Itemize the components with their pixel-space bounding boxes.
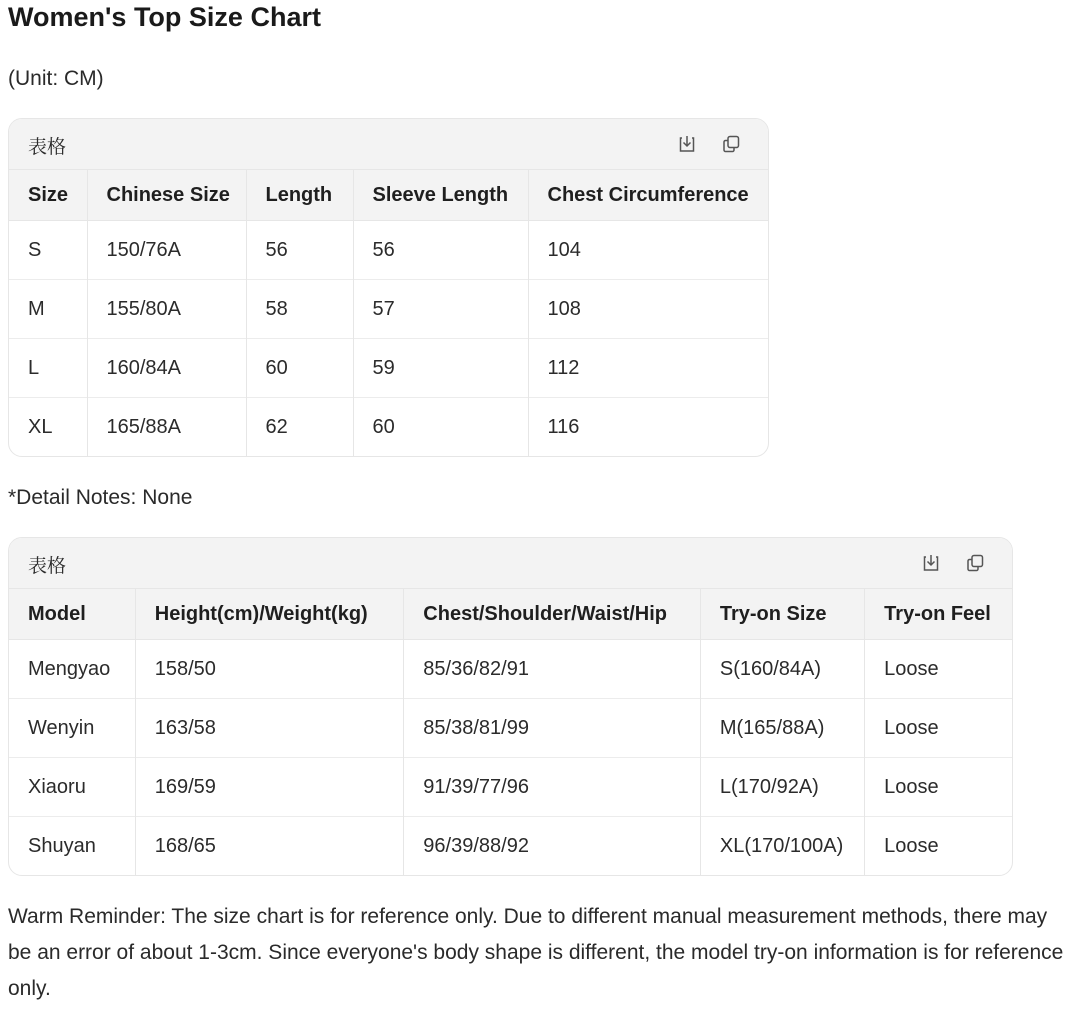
table-cell: Wenyin [9,699,135,758]
table-row [9,280,768,339]
table-row [9,817,1012,876]
column-header: Chest Circumference [528,170,768,221]
table-cell: L(170/92A) [700,758,864,817]
download-icon[interactable] [676,133,698,155]
table-tools [920,552,986,574]
table-cell: 158/50 [135,640,404,699]
table-cell: 58 [246,280,353,339]
copy-icon[interactable] [964,552,986,574]
column-header: Sleeve Length [353,170,528,221]
table-cell: 60 [353,398,528,457]
column-header: Length [246,170,353,221]
table-cell: 56 [353,221,528,280]
download-icon[interactable] [920,552,942,574]
table-cell: 59 [353,339,528,398]
column-header: Chest/Shoulder/Waist/Hip [404,589,701,640]
table-row [9,758,1012,817]
size-table-card [8,118,769,457]
unit-text: (Unit: CM) [8,67,104,90]
column-header: Model [9,589,135,640]
table-cell: M [9,280,87,339]
table-cell: Loose [865,699,1012,758]
table-header-row [9,170,768,221]
table-cell: 169/59 [135,758,404,817]
table-header-row [9,589,1012,640]
table-cell: Mengyao [28,657,111,680]
table-header-bar [9,538,1012,589]
table-cell: 85/36/82/91 [404,640,701,699]
table-cell: L [9,339,87,398]
table-cell: Xiaoru [9,758,135,817]
table-header-bar [9,119,768,170]
table-cell: 163/58 [135,699,404,758]
table-row [9,339,768,398]
table-cell: 56 [246,221,353,280]
table-cell: 85/38/81/99 [404,699,701,758]
column-header: Try-on Feel [865,589,1012,640]
size-table [9,170,768,456]
table-cell: 160/84A [87,339,246,398]
table-cell: 165/88A [87,398,246,457]
table-cell: M(165/88A) [700,699,864,758]
table-cell: 96/39/88/92 [404,817,701,876]
column-header: Height(cm)/Weight(kg) [135,589,404,640]
table-cell: Shuyan [9,817,135,876]
table-cell: 112 [528,339,768,398]
table-cell: 91/39/77/96 [404,758,701,817]
page-title: Women's Top Size Chart [8,2,321,32]
table-cell: 168/65 [135,817,404,876]
table-cell: 62 [246,398,353,457]
table-cell: 116 [528,398,768,457]
detail-notes: *Detail Notes: None [8,486,193,509]
column-header: Size [9,170,87,221]
table-row [9,699,1012,758]
column-header: Chinese Size [87,170,246,221]
table-label: 表格 [28,555,67,577]
table-cell: S [28,238,42,261]
model-table-card [8,537,1013,876]
table-label: 表格 [28,136,67,158]
table-cell: Loose [865,817,1012,876]
warm-reminder: Warm Reminder: The size chart is for reference only. Due to different manual measurement methods, there may be an error of about 1-3cm. Since everyone's body shape is different, the model try-on information is for reference only. [8,905,1064,1000]
table-row [9,398,768,457]
table-cell: 104 [528,221,768,280]
table-cell: S(160/84A) [700,640,864,699]
table-cell: 57 [353,280,528,339]
table-cell: 108 [528,280,768,339]
table-cell: 150/76A [87,221,246,280]
table-cell: Loose [865,640,1012,699]
table-row [9,221,768,280]
table-cell: 60 [246,339,353,398]
table-cell: 155/80A [87,280,246,339]
table-cell: XL(170/100A) [700,817,864,876]
table-cell: XL [9,398,87,457]
table-tools [676,133,742,155]
model-table [9,589,1012,875]
table-row [9,640,1012,699]
column-header: Try-on Size [700,589,864,640]
table-cell: Loose [865,758,1012,817]
copy-icon[interactable] [720,133,742,155]
